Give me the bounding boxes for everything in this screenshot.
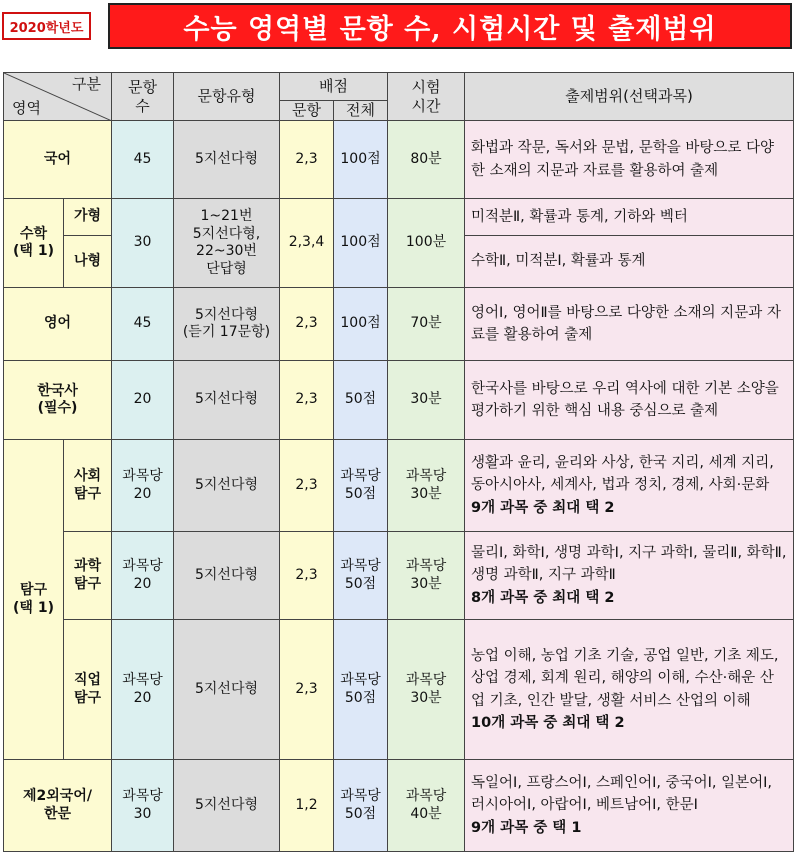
header-type: 문항유형	[174, 73, 280, 121]
year-badge: 2020학년도	[2, 12, 91, 40]
range-cell: 한국사를 바탕으로 우리 역사에 대한 기본 소양을 평가하기 위한 핵심 내용 중심으로 출제	[465, 361, 794, 440]
corner-header	[4, 73, 112, 121]
header-points: 배점	[280, 73, 388, 101]
time-cell: 과목당 30분	[388, 440, 465, 532]
header-row-1	[4, 73, 794, 101]
row-math-a	[4, 199, 794, 236]
subject-english: 영어	[4, 288, 112, 361]
total-cell: 100점	[334, 199, 388, 288]
range-cell: 농업 이해, 농업 기초 기술, 공업 일반, 기초 제도, 상업 경제, 회계 원리, 해양의 이해, 수산·해운 산업 기초, 인간 발달, 생활 서비스 산업의 이해 10개 과목 중 최대 택 2	[465, 620, 794, 760]
math-type-b: 나형	[64, 236, 112, 288]
points-cell: 2,3	[280, 620, 334, 760]
row-inquiry-social	[4, 440, 794, 532]
corner-top-label: 구분	[72, 75, 101, 93]
header-points-item: 문항	[280, 101, 334, 121]
subject-inquiry: 탐구 (택 1)	[4, 440, 64, 760]
points-cell: 2,3	[280, 361, 334, 440]
points-cell: 2,3	[280, 121, 334, 199]
count-cell: 과목당 20	[112, 440, 174, 532]
type-cell: 5지선다형	[174, 361, 280, 440]
time-cell: 과목당 30분	[388, 532, 465, 620]
count-cell: 과목당 30	[112, 760, 174, 852]
type-cell: 5지선다형	[174, 532, 280, 620]
exam-table	[3, 72, 794, 852]
total-cell: 100점	[334, 288, 388, 361]
total-cell: 과목당 50점	[334, 760, 388, 852]
inquiry-science-name: 과학 탐구	[64, 532, 112, 620]
header-range: 출제범위(선택과목)	[465, 73, 794, 121]
inquiry-social-name: 사회 탐구	[64, 440, 112, 532]
count-cell: 45	[112, 288, 174, 361]
points-cell: 2,3	[280, 288, 334, 361]
points-cell: 2,3	[280, 532, 334, 620]
count-cell: 과목당 20	[112, 532, 174, 620]
type-cell: 5지선다형 (듣기 17문항)	[174, 288, 280, 361]
range-note: 9개 과목 중 최대 택 2	[471, 499, 615, 516]
subject-history: 한국사 (필수)	[4, 361, 112, 440]
range-cell: 화법과 작문, 독서와 문법, 문학을 바탕으로 다양한 소재의 지문과 자료를 활용하여 출제	[465, 121, 794, 199]
total-cell: 과목당 50점	[334, 620, 388, 760]
range-cell-math-a: 미적분Ⅱ, 확률과 통계, 기하와 벡터	[465, 199, 794, 236]
type-cell: 1~21번 5지선다형, 22~30번 단답형	[174, 199, 280, 288]
row-foreign	[4, 760, 794, 852]
type-cell: 5지선다형	[174, 440, 280, 532]
row-history	[4, 361, 794, 440]
time-cell: 100분	[388, 199, 465, 288]
type-cell: 5지선다형	[174, 620, 280, 760]
time-cell: 30분	[388, 361, 465, 440]
header-count: 문항 수	[112, 73, 174, 121]
math-type-a: 가형	[64, 199, 112, 236]
row-inquiry-science	[4, 532, 794, 620]
total-cell: 과목당 50점	[334, 532, 388, 620]
points-cell: 2,3,4	[280, 199, 334, 288]
range-cell: 독일어Ⅰ, 프랑스어Ⅰ, 스페인어Ⅰ, 중국어Ⅰ, 일본어Ⅰ, 러시아어Ⅰ, 아랍어Ⅰ, 베트남어Ⅰ, 한문Ⅰ 9개 과목 중 택 1	[465, 760, 794, 852]
corner-bottom-label: 영역	[12, 99, 41, 118]
count-cell: 20	[112, 361, 174, 440]
type-cell: 5지선다형	[174, 121, 280, 199]
row-english	[4, 288, 794, 361]
header-time: 시험 시간	[388, 73, 465, 121]
total-cell: 50점	[334, 361, 388, 440]
range-cell: 물리Ⅰ, 화학Ⅰ, 생명 과학Ⅰ, 지구 과학Ⅰ, 물리Ⅱ, 화학Ⅱ, 생명 과학Ⅱ, 지구 과학Ⅱ 8개 과목 중 최대 택 2	[465, 532, 794, 620]
count-cell: 45	[112, 121, 174, 199]
range-note: 10개 과목 중 최대 택 2	[471, 714, 625, 731]
total-cell: 과목당 50점	[334, 440, 388, 532]
time-cell: 과목당 40분	[388, 760, 465, 852]
total-cell: 100점	[334, 121, 388, 199]
subject-math: 수학 (택 1)	[4, 199, 64, 288]
range-note: 9개 과목 중 택 1	[471, 819, 582, 836]
range-cell-math-b: 수학Ⅱ, 미적분Ⅰ, 확률과 통계	[465, 236, 794, 288]
range-cell: 영어Ⅰ, 영어Ⅱ를 바탕으로 다양한 소재의 지문과 자료를 활용하여 출제	[465, 288, 794, 361]
row-korean	[4, 121, 794, 199]
time-cell: 80분	[388, 121, 465, 199]
header-points-total: 전체	[334, 101, 388, 121]
time-cell: 과목당 30분	[388, 620, 465, 760]
points-cell: 2,3	[280, 440, 334, 532]
points-cell: 1,2	[280, 760, 334, 852]
page-title: 수능 영역별 문항 수, 시험시간 및 출제범위	[108, 3, 792, 49]
time-cell: 70분	[388, 288, 465, 361]
inquiry-vocational-name: 직업 탐구	[64, 620, 112, 760]
range-note: 8개 과목 중 최대 택 2	[471, 589, 615, 606]
type-cell: 5지선다형	[174, 760, 280, 852]
count-cell: 30	[112, 199, 174, 288]
subject-foreign: 제2외국어/ 한문	[4, 760, 112, 852]
range-cell: 생활과 윤리, 윤리와 사상, 한국 지리, 세계 지리, 동아시아사, 세계사, 법과 정치, 경제, 사회·문화 9개 과목 중 최대 택 2	[465, 440, 794, 532]
count-cell: 과목당 20	[112, 620, 174, 760]
row-inquiry-vocational	[4, 620, 794, 760]
subject-korean: 국어	[4, 121, 112, 199]
